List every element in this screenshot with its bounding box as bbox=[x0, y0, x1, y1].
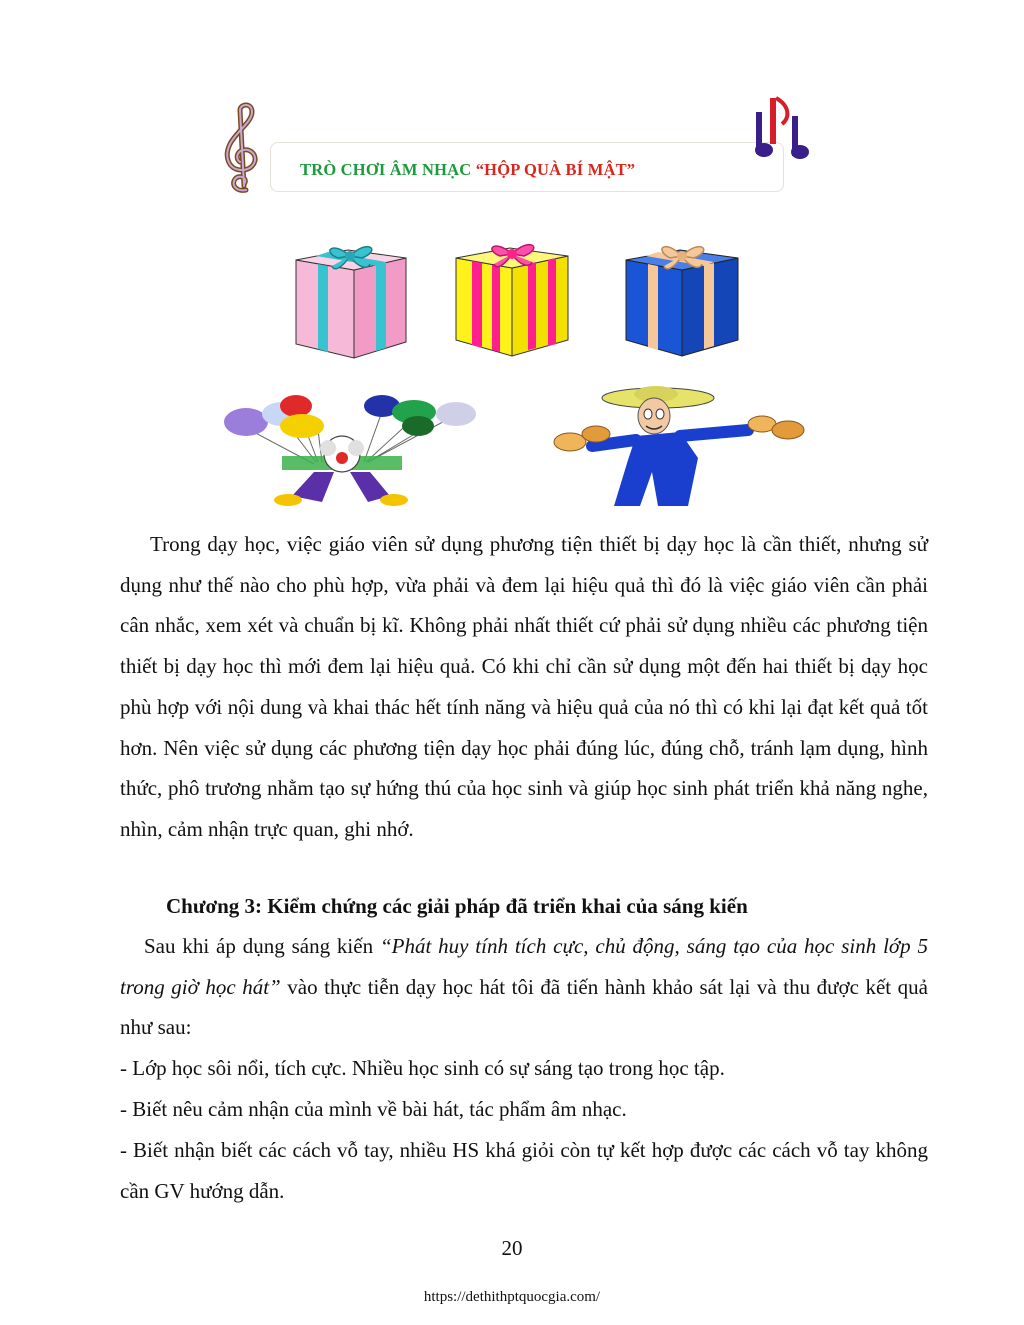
banner-title-highlight: “HỘP QUÀ BÍ MẬT” bbox=[475, 160, 636, 179]
footer-url[interactable]: https://dethithptquocgia.com/ bbox=[423, 1289, 601, 1305]
chapter-heading: Chương 3: Kiểm chứng các giải pháp đã triển khai của sáng kiến bbox=[166, 894, 748, 918]
body-paragraph-1: Trong dạy học, việc giáo viên sử dụng phương tiện thiết bị dạy học là cần thiết, nhưng sử dụng như thế nào cho phù hợp, vừa phải và đem lại hiệu quả thì đó là việc giáo viên cần phải cân nhắc, xem xét và chuẩn bị kĩ. Không phải nhất thiết cứ phải sử dụng nhiều các phương tiện thiết bị dạy học thì mới đem lại hiệu quả. Có khi chỉ cần sử dụng một đến hai thiết bị dạy học phù hợp với nội dung và khai thác hết tính năng và hiệu quả của nó thì có khi lại đạt kết quả tốt hơn. Nên việc sử dụng các phương tiện dạy học phải đúng lúc, đúng chỗ, tránh lạm dụng, hình thức, phô trương nhằm tạo sự hứng thú của học sinh và giúp học sinh phát triển khả năng nghe, nhìn, cảm nhận trực quan, ghi nhớ. bbox=[120, 532, 928, 841]
clown-with-balloons-icon bbox=[218, 392, 510, 510]
page-number: 20 bbox=[501, 1236, 523, 1260]
mariachi-man-with-maracas-icon bbox=[548, 386, 812, 506]
initiative-title: “Phát huy tính tích cực, chủ động, sáng tạo của học sinh lớp 5 trong giờ học hát” bbox=[120, 934, 928, 999]
body-paragraph-2: Sau khi áp dụng sáng kiến “Phát huy tính tích cực, chủ động, sáng tạo của học sinh lớp 5 trong giờ học hát” vào thực tiễn dạy học hát tôi đã tiến hành khảo sát lại và thu được kết quả như sau: bbox=[120, 934, 928, 1040]
result-bullet-2: - Biết nêu cảm nhận của mình về bài hát, tác phẩm âm nhạc. bbox=[120, 1097, 627, 1121]
banner-title: TRÒ CHƠI ÂM NHẠC “HỘP QUÀ BÍ MẬT” bbox=[300, 160, 636, 179]
result-bullet-3: - Biết nhận biết các cách vỗ tay, nhiều HS khá giỏi còn tự kết hợp được các cách vỗ tay không cần GV hướng dẫn. bbox=[120, 1138, 928, 1203]
result-bullet-1: - Lớp học sôi nổi, tích cực. Nhiều học sinh có sự sáng tạo trong học tập. bbox=[120, 1056, 725, 1080]
pink-gift-box-icon bbox=[292, 236, 410, 360]
blue-gift-box-icon bbox=[622, 234, 742, 358]
treble-clef-icon bbox=[218, 102, 270, 194]
music-notes-icon bbox=[750, 96, 812, 166]
yellow-gift-box-icon bbox=[452, 234, 572, 358]
